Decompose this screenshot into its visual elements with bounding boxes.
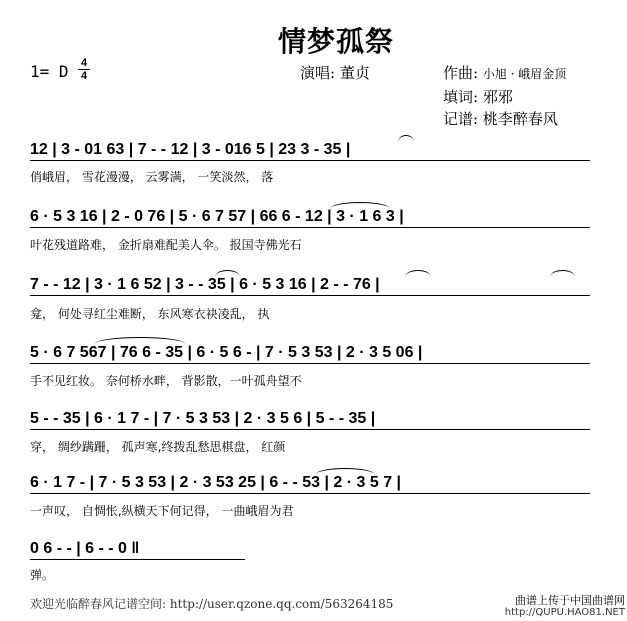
- score-lyrics-line: 龛， 何处寻红尘难断， 东风寒衣袂凌乱， 执: [30, 307, 270, 321]
- slur-mark: [215, 270, 240, 277]
- beam-underline: [30, 227, 590, 228]
- slur-mark: [405, 270, 431, 277]
- beam-underline: [30, 160, 590, 161]
- score-lyrics-line: 一声叹， 自惆怅,纵横天下何记得， 一曲峨眉为君: [30, 504, 294, 518]
- beam-underline: [30, 295, 590, 296]
- key-signature: 1= D: [30, 62, 69, 81]
- slur-mark: [398, 135, 414, 142]
- slur-mark: [315, 468, 375, 475]
- watermark-line1: 曲谱上传于中国曲谱网: [515, 594, 625, 607]
- composer-name: 小旭 · 峨眉金顶: [482, 67, 567, 81]
- composer-label: 作曲:: [443, 64, 479, 82]
- slur-mark: [550, 270, 575, 277]
- score-notes-line: 6 · 5 3 16 | 2 - 0 76 | 5 · 6 7 57 | 66 6 - 12 | 3 · 1 6 3 |: [30, 208, 404, 225]
- beam-underline: [30, 363, 590, 364]
- time-signature-top: 4: [80, 57, 88, 69]
- slur-mark: [330, 202, 390, 209]
- singer-credit: 演唱: 董贞: [300, 64, 370, 82]
- lyricist-credit: 填词: 邪邪: [443, 88, 513, 106]
- score-notes-line: 12 | 3 - 01 63 | 7 - - 12 | 3 - 016 5 | 23 3 - 35 |: [30, 141, 351, 158]
- watermark-stamp: [495, 595, 625, 619]
- score-notes-line: 0 6 - - | 6 - - 0 ‖: [30, 540, 140, 557]
- time-signature: [78, 58, 90, 81]
- score-lyrics-line: 穿， 绸纱蹒跚， 孤声寒,终拨乱愁思棋盘， 红颜: [30, 440, 286, 454]
- score-lyrics-line: 叶花残道路难， 金折扇难配美人伞。 报国寺佛光石: [30, 238, 302, 252]
- score-lyrics-line: 手不见红妆。 奈何桥水畔， 背影散，一叶孤舟望不: [30, 374, 302, 388]
- score-lyrics-line: 弹。: [30, 568, 55, 582]
- footer-credit: 欢迎光临醉春风记谱空间: http://user.qzone.qq.com/563264185: [30, 597, 394, 611]
- score-lyrics-line: 俏峨眉， 雪花漫漫， 云雾满， 一笑淡然， 落: [30, 170, 274, 184]
- score-notes-line: 5 · 6 7 567 | 76 6 - 35 | 6 · 5 6 - | 7 · 5 3 53 | 2 · 3 5 06 |: [30, 344, 423, 361]
- composer-credit: [443, 62, 566, 83]
- slur-mark: [95, 337, 185, 344]
- score-notes-line: 5 - - 35 | 6 · 1 7 - | 7 · 5 3 53 | 2 · 3 5 6 | 5 - - 35 |: [30, 410, 376, 427]
- beam-underline: [30, 429, 590, 430]
- beam-underline: [30, 493, 590, 494]
- time-signature-bottom: 4: [80, 70, 88, 82]
- beam-underline: [30, 559, 245, 560]
- score-notes-line: 7 - - 12 | 3 · 1 6 52 | 3 - - 35 | 6 · 5 3 16 | 2 - - 76 |: [30, 276, 380, 293]
- score-notes-line: 6 · 1 7 - | 7 · 5 3 53 | 2 · 3 53 25 | 6 - - 53 | 2 · 3 5 7 |: [30, 474, 402, 491]
- watermark-line2: http://QUPU.HAO81.NET: [504, 607, 625, 618]
- song-title: 情梦孤祭: [278, 25, 395, 58]
- transcriber-credit: 记谱: 桃李醉春风: [443, 110, 558, 128]
